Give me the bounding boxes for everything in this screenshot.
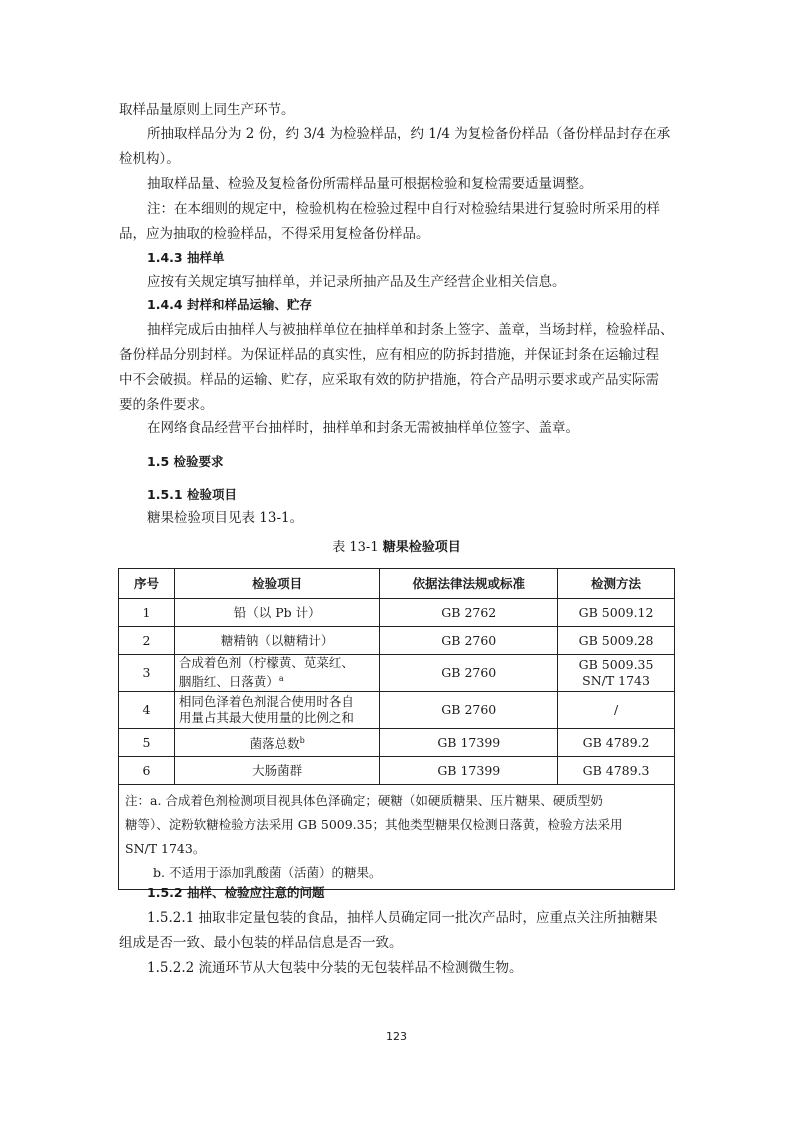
heading-1-4-3: 1.4.3 抽样单	[147, 250, 225, 265]
heading-1-5: 1.5 检验要求	[147, 454, 224, 469]
cell-no: 5	[119, 729, 175, 757]
cell-item: 相同色泽着色剂混合使用时各自 用量占其最大使用量的比例之和	[174, 692, 380, 729]
cell-standard: GB 17399	[380, 729, 558, 757]
table-row	[119, 692, 675, 729]
paragraph-note-retest: 注：在本细则的规定中，检验机构在检验过程中自行对检验结果进行复验时所采用的样 品，应为抽取的检验样品，不得采用复检备份样品。	[119, 201, 660, 242]
cell-no: 3	[119, 655, 175, 692]
header-no: 序号	[119, 569, 175, 599]
table-note: 注：a. 合成着色剂检测项目视具体色泽确定；硬糖（如硬质糖果、压片糖果、硬质型奶 糖等）、淀粉软糖检验方法采用 GB 5009.35；其他类型糖果仅检测日落黄，检验方法采用 SN/T 1743。 b. 不适用于添加乳酸菌（活菌）的糖果。	[119, 785, 675, 890]
cell-standard: GB 17399	[380, 757, 558, 785]
cell-item: 大肠菌群	[174, 757, 380, 785]
table-row	[119, 599, 675, 627]
cell-item: 糖精钠（以糖精计）	[174, 627, 380, 655]
table-caption	[0, 538, 793, 558]
inspection-items-table	[118, 568, 675, 890]
header-method: 检测方法	[558, 569, 675, 599]
heading-1-5-1: 1.5.1 检验项目	[147, 487, 237, 502]
cell-no: 6	[119, 757, 175, 785]
cell-no: 2	[119, 627, 175, 655]
cell-standard: GB 2760	[380, 692, 558, 729]
paragraph-online-sampling: 在网络食品经营平台抽样时，抽样单和封条无需被抽样单位签字、盖章。	[147, 420, 579, 436]
cell-item: 菌落总数$^b$	[174, 729, 380, 757]
cell-method: GB 4789.2	[558, 729, 675, 757]
paragraph-quantity-adjust: 抽取样品量、检验及复检备份所需样品量可根据检验和复检需要适量调整。	[147, 176, 593, 192]
header-standard: 依据法律法规或标准	[380, 569, 558, 599]
paragraph-sampling-form: 应按有关规定填写抽样单，并记录所抽产品及生产经营企业相关信息。	[147, 274, 566, 290]
paragraph-sealing: 抽样完成后由抽样人与被抽样单位在抽样单和封条上签字、盖章，当场封样，检验样品、 备份样品分别封样。为保证样品的真实性，应有相应的防拆封措施，并保证封条在运输过程 中不会破损。样品的运输、贮存，应采取有效的防护措施，符合产品明示要求或产品实际需 要的条件要求。	[119, 322, 674, 413]
cell-no: 4	[119, 692, 175, 729]
cell-item: 铅（以 Pb 计）	[174, 599, 380, 627]
cell-item: 合成着色剂（柠檬黄、苋菜红、 胭脂红、日落黄）$^a$	[174, 655, 380, 692]
table-caption-number: 表 13-1	[332, 540, 379, 555]
table-row	[119, 757, 675, 785]
cell-method: GB 4789.3	[558, 757, 675, 785]
cell-standard: GB 2762	[380, 599, 558, 627]
cell-method: GB 5009.35 SN/T 1743	[558, 655, 675, 692]
footnote-mark-b: b	[299, 735, 305, 745]
paragraph-1-5-2-1: 1.5.2.1 抽取非定量包装的食品，抽样人员确定同一批次产品时，应重点关注所抽糖果 组成是否一致、最小包装的样品信息是否一致。	[119, 910, 658, 951]
table-row	[119, 655, 675, 692]
cell-standard: GB 2760	[380, 627, 558, 655]
cell-method: GB 5009.12	[558, 599, 675, 627]
table-note-row	[119, 785, 675, 890]
footnote-mark-a: a	[278, 674, 284, 684]
paragraph-sample-split: 所抽取样品分为 2 份，约 3/4 为检验样品，约 1/4 为复检备份样品（备份样品封存在承 检机构）。	[119, 126, 671, 167]
header-item: 检验项目	[174, 569, 380, 599]
cell-method: GB 5009.28	[558, 627, 675, 655]
cell-standard: GB 2760	[380, 655, 558, 692]
table-row	[119, 627, 675, 655]
paragraph-sample-quantity-end: 取样品量原则上同生产环节。	[119, 102, 295, 118]
cell-no: 1	[119, 599, 175, 627]
table-row	[119, 729, 675, 757]
paragraph-table-ref: 糖果检验项目见表 13-1。	[147, 510, 304, 526]
cell-method: /	[558, 692, 675, 729]
heading-1-4-4: 1.4.4 封样和样品运输、贮存	[147, 297, 312, 312]
paragraph-1-5-2-2: 1.5.2.2 流通环节从大包装中分装的无包装样品不检测微生物。	[147, 960, 523, 976]
heading-1-5-2: 1.5.2 抽样、检验应注意的问题	[147, 885, 325, 900]
page-number: 123	[386, 1030, 407, 1043]
table-header-row	[119, 569, 675, 599]
table-caption-title: 糖果检验项目	[382, 540, 461, 555]
